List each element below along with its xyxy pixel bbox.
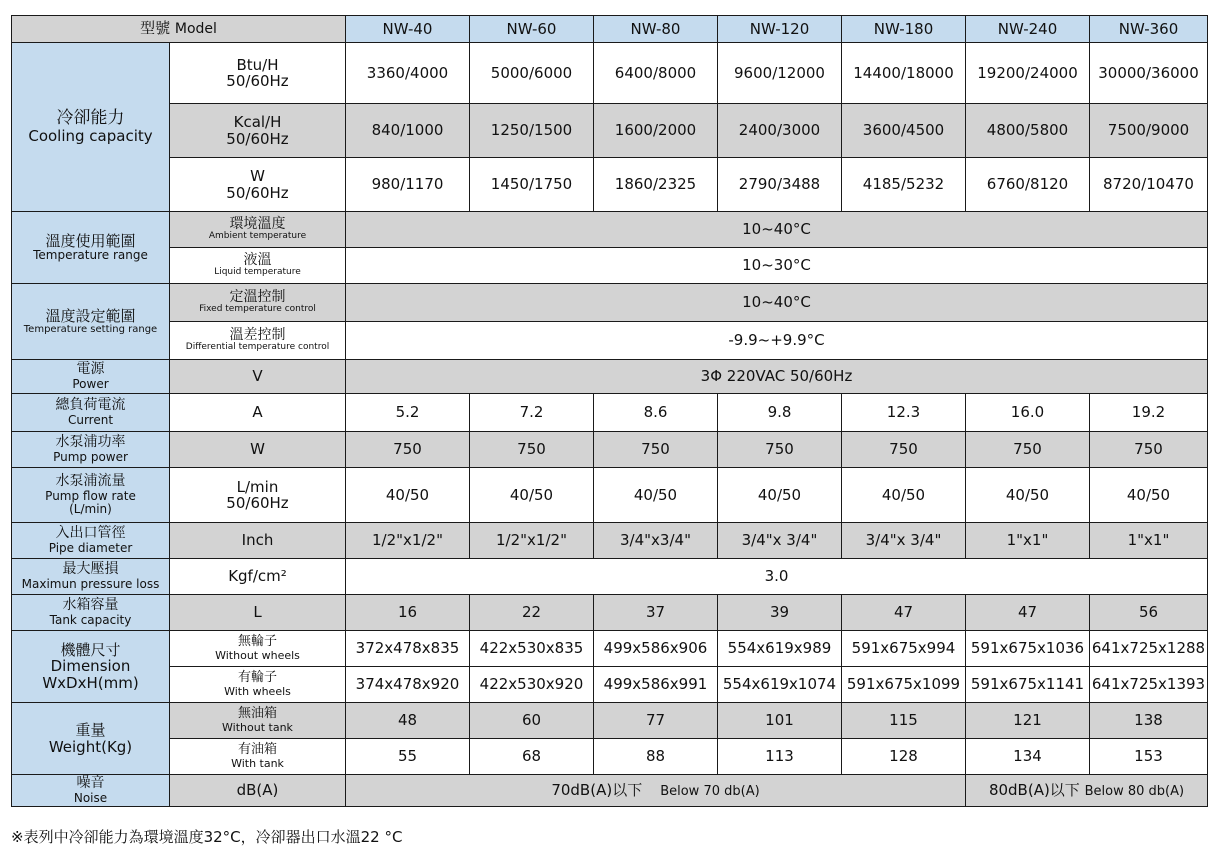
table-cell: 47 (842, 595, 966, 631)
table-cell: 499x586x906 (594, 631, 718, 667)
unit-cell: A (170, 394, 346, 432)
table-cell: 7.2 (470, 394, 594, 432)
model-nw180: NW-180 (842, 16, 966, 43)
table-cell: 121 (966, 703, 1090, 739)
table-cell: 153 (1090, 739, 1208, 775)
cooling-label: 冷卻能力 Cooling capacity (12, 43, 170, 212)
table-cell: 591x675x1099 (842, 667, 966, 703)
unit-cell: L/min 50/60Hz (170, 468, 346, 523)
unit-cell: W (170, 432, 346, 468)
table-cell: 750 (594, 432, 718, 468)
table-cell: 60 (470, 703, 594, 739)
table-cell: 750 (470, 432, 594, 468)
unit-cell: Inch (170, 523, 346, 559)
table-cell: 8720/10470 (1090, 158, 1208, 212)
sub-label-cell: 溫差控制 Differential temperature control (170, 322, 346, 360)
pressure-row (12, 559, 1208, 595)
temp-setting-diff-row (12, 322, 1208, 360)
table-cell: 40/50 (470, 468, 594, 523)
table-cell: 56 (1090, 595, 1208, 631)
table-cell: 19200/24000 (966, 43, 1090, 104)
tank-label: 水箱容量 Tank capacity (12, 595, 170, 631)
sub-label-cell: 液溫 Liquid temperature (170, 248, 346, 284)
table-cell: 840/1000 (346, 104, 470, 158)
pump-power-row (12, 432, 1208, 468)
unit-cell: W 50/60Hz (170, 158, 346, 212)
unit-cell: dB(A) (170, 775, 346, 807)
temp-setting-label: 溫度設定範圍 Temperature setting range (12, 284, 170, 360)
current-row (12, 394, 1208, 432)
noise-row (12, 775, 1208, 807)
spec-table (11, 15, 1208, 807)
dimension-label: 機體尺寸 Dimension WxDxH(mm) (12, 631, 170, 703)
table-cell: 19.2 (1090, 394, 1208, 432)
table-cell: 2790/3488 (718, 158, 842, 212)
table-cell: 591x675x1036 (966, 631, 1090, 667)
merged-value-cell: 3Φ 220VAC 50/60Hz (346, 360, 1208, 394)
table-cell: 750 (966, 432, 1090, 468)
temp-range-label: 溫度使用範圍 Temperature range (12, 212, 170, 284)
power-label: 電源 Power (12, 360, 170, 394)
unit-cell: Kgf/cm² (170, 559, 346, 595)
pump-flow-row (12, 468, 1208, 523)
temp-range-liquid-row (12, 248, 1208, 284)
table-cell: 1/2"x1/2" (470, 523, 594, 559)
pressure-label: 最大壓損 Maximun pressure loss (12, 559, 170, 595)
table-cell: 1600/2000 (594, 104, 718, 158)
table-cell: 40/50 (346, 468, 470, 523)
table-cell: 7500/9000 (1090, 104, 1208, 158)
table-cell: 40/50 (842, 468, 966, 523)
table-cell: 30000/36000 (1090, 43, 1208, 104)
table-cell: 372x478x835 (346, 631, 470, 667)
table-cell: 3/4"x3/4" (594, 523, 718, 559)
unit-cell: L (170, 595, 346, 631)
pump-flow-label: 水泵浦流量 Pump flow rate (L/min) (12, 468, 170, 523)
table-cell: 5000/6000 (470, 43, 594, 104)
table-cell: 750 (1090, 432, 1208, 468)
table-cell: 591x675x994 (842, 631, 966, 667)
table-cell: 115 (842, 703, 966, 739)
table-cell: 4185/5232 (842, 158, 966, 212)
table-cell: 22 (470, 595, 594, 631)
table-cell: 750 (346, 432, 470, 468)
table-cell: 77 (594, 703, 718, 739)
model-nw80: NW-80 (594, 16, 718, 43)
table-cell: 40/50 (718, 468, 842, 523)
table-cell: 40/50 (966, 468, 1090, 523)
table-cell: 16.0 (966, 394, 1090, 432)
table-cell: 40/50 (1090, 468, 1208, 523)
table-cell: 134 (966, 739, 1090, 775)
weight-without-row (12, 703, 1208, 739)
sub-label-cell: 定溫控制 Fixed temperature control (170, 284, 346, 322)
table-cell: 2400/3000 (718, 104, 842, 158)
cooling-row-w (12, 158, 1208, 212)
table-cell: 8.6 (594, 394, 718, 432)
dimension-without-row (12, 631, 1208, 667)
pipe-label: 入出口管徑 Pipe diameter (12, 523, 170, 559)
model-header: 型號 Model (12, 16, 346, 43)
table-cell: 1"x1" (1090, 523, 1208, 559)
table-cell: 3360/4000 (346, 43, 470, 104)
merged-value-cell: 10~40°C (346, 212, 1208, 248)
merged-value-cell: 10~40°C (346, 284, 1208, 322)
pipe-row (12, 523, 1208, 559)
tank-row (12, 595, 1208, 631)
table-cell: 39 (718, 595, 842, 631)
temp-setting-fixed-row (12, 284, 1208, 322)
table-cell: 980/1170 (346, 158, 470, 212)
unit-cell: Kcal/H 50/60Hz (170, 104, 346, 158)
table-cell: 6760/8120 (966, 158, 1090, 212)
power-row (12, 360, 1208, 394)
table-cell: 750 (842, 432, 966, 468)
table-cell: 55 (346, 739, 470, 775)
table-cell: 3600/4500 (842, 104, 966, 158)
model-nw360: NW-360 (1090, 16, 1208, 43)
table-cell: 750 (718, 432, 842, 468)
table-cell: 554x619x989 (718, 631, 842, 667)
header-row (12, 16, 1208, 43)
table-cell: 14400/18000 (842, 43, 966, 104)
weight-with-row (12, 739, 1208, 775)
merged-value-cell: -9.9~+9.9°C (346, 322, 1208, 360)
weight-label: 重量 Weight(Kg) (12, 703, 170, 775)
table-cell: 68 (470, 739, 594, 775)
table-cell: 48 (346, 703, 470, 739)
table-cell: 591x675x1141 (966, 667, 1090, 703)
table-cell: 1860/2325 (594, 158, 718, 212)
table-cell: 5.2 (346, 394, 470, 432)
pump-power-label: 水泵浦功率 Pump power (12, 432, 170, 468)
footnote: ※表列中冷卻能力為環境溫度32°C，冷卻器出口水溫22 °C (11, 828, 403, 846)
noise-low-cell: 70dB(A)以下 Below 70 db(A) (346, 775, 966, 807)
table-cell: 3/4"x 3/4" (718, 523, 842, 559)
table-cell: 16 (346, 595, 470, 631)
cooling-row-btu (12, 43, 1208, 104)
sub-label-cell: 環境溫度 Ambient temperature (170, 212, 346, 248)
table-cell: 47 (966, 595, 1090, 631)
table-cell: 554x619x1074 (718, 667, 842, 703)
sub-label-cell: 無油箱 Without tank (170, 703, 346, 739)
table-cell: 1250/1500 (470, 104, 594, 158)
model-nw40: NW-40 (346, 16, 470, 43)
table-cell: 641x725x1288 (1090, 631, 1208, 667)
noise-label: 噪音 Noise (12, 775, 170, 807)
table-cell: 12.3 (842, 394, 966, 432)
model-nw240: NW-240 (966, 16, 1090, 43)
table-cell: 1"x1" (966, 523, 1090, 559)
table-cell: 37 (594, 595, 718, 631)
table-cell: 128 (842, 739, 966, 775)
table-cell: 9600/12000 (718, 43, 842, 104)
table-cell: 138 (1090, 703, 1208, 739)
sub-label-cell: 有輪子 With wheels (170, 667, 346, 703)
table-cell: 113 (718, 739, 842, 775)
sub-label-cell: 無輪子 Without wheels (170, 631, 346, 667)
current-label: 總負荷電流 Current (12, 394, 170, 432)
noise-high-cell: 80dB(A)以下 Below 80 db(A) (966, 775, 1208, 807)
table-cell: 3/4"x 3/4" (842, 523, 966, 559)
unit-cell: Btu/H 50/60Hz (170, 43, 346, 104)
table-cell: 499x586x991 (594, 667, 718, 703)
model-nw120: NW-120 (718, 16, 842, 43)
merged-value-cell: 3.0 (346, 559, 1208, 595)
table-cell: 6400/8000 (594, 43, 718, 104)
table-cell: 9.8 (718, 394, 842, 432)
model-nw60: NW-60 (470, 16, 594, 43)
dimension-with-row (12, 667, 1208, 703)
unit-cell: V (170, 360, 346, 394)
sub-label-cell: 有油箱 With tank (170, 739, 346, 775)
table-cell: 422x530x920 (470, 667, 594, 703)
table-cell: 40/50 (594, 468, 718, 523)
merged-value-cell: 10~30°C (346, 248, 1208, 284)
table-cell: 4800/5800 (966, 104, 1090, 158)
table-cell: 422x530x835 (470, 631, 594, 667)
temp-range-ambient-row (12, 212, 1208, 248)
cooling-row-kcal (12, 104, 1208, 158)
table-cell: 101 (718, 703, 842, 739)
table-cell: 374x478x920 (346, 667, 470, 703)
table-cell: 88 (594, 739, 718, 775)
table-cell: 641x725x1393 (1090, 667, 1208, 703)
table-cell: 1450/1750 (470, 158, 594, 212)
table-cell: 1/2"x1/2" (346, 523, 470, 559)
